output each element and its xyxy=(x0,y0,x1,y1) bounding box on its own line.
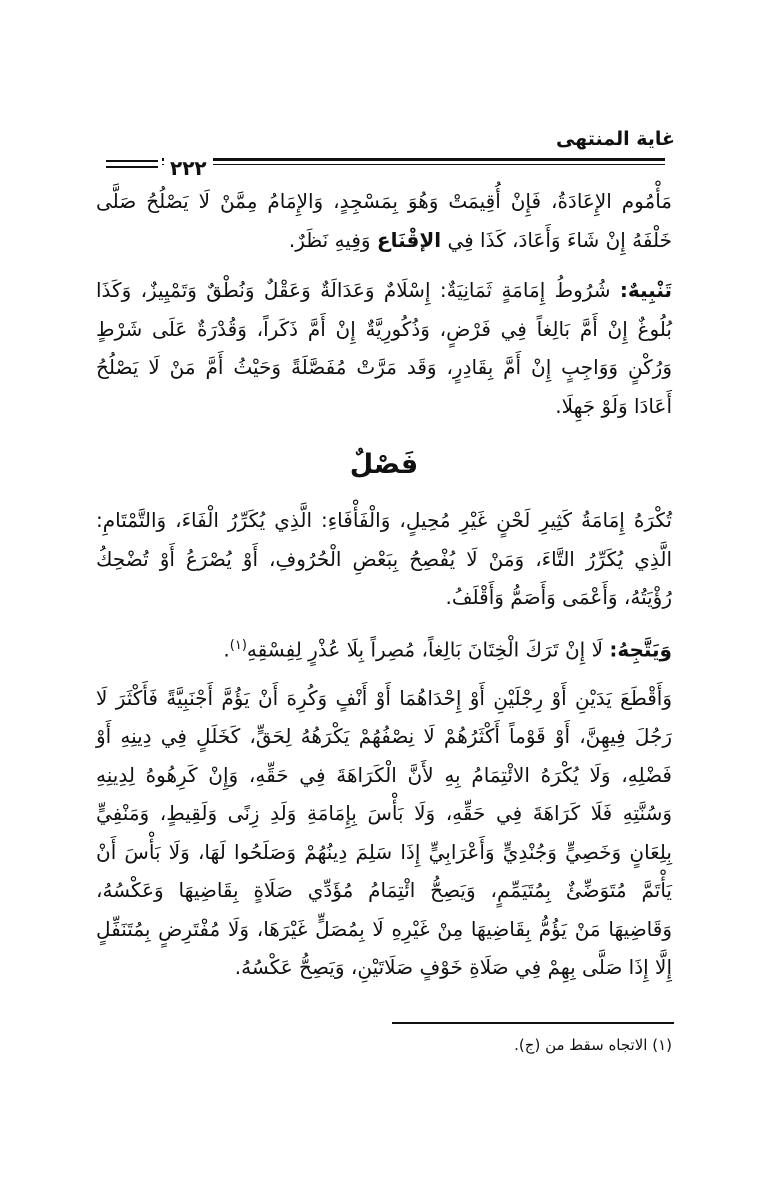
notice-text: شُرُوطُ إِمَامَةٍ ثَمَانِيَةٌ: إِسْلَامٌ وَعَدَالَةٌ وَعَقْلٌ وَنُطْقٌ وَتَمْيِيزٌ، وَكَذَا بُلُوغٌ إِنْ أَمَّ بَالِغاً فِي فَرْضٍ، وَذُكُورِيَّةٌ إِنْ أَمَّ ذَكَراً، وَقُدْرَةٌ عَلَى شَرْطٍ وَرُكْنٍ وَوَاجِبٍ إِنْ أَمَّ بِقَادِرٍ، وَقَد مَرَّتْ مُفَصَّلَةً وَحَيْثُ أَمَّ مَنْ لَا يَصْلُحُ أَعَادَا وَلَوْ جَهِلَا. xyxy=(96,278,672,418)
page-number-area xyxy=(102,153,302,183)
paragraph-5 xyxy=(96,679,672,987)
running-header-title: غاية المنتهى xyxy=(555,128,675,150)
paragraph-4 xyxy=(96,627,672,669)
paragraph-4-text: لَا إِنْ تَرَكَ الْخِتَانَ بَالِغاً، مُصِراً بِلَا عُذْرٍ لِفِسْقِهِ xyxy=(246,637,603,662)
paragraph-5-text: وَأَقْطَعَ يَدَيْنِ أَوْ رِجْلَيْنِ أَوْ إِحْدَاهُمَا أَوْ أَنْفٍ وَكُرِهَ أَنْ يَؤُمَّ أَجْنَبِيَّةً فَأَكْثَرَ لَا رَجُلَ فِيهِنَّ، أَوْ قَوْماً أَكْثَرُهُمْ لَا نِصْفُهُمْ يَكْرَهُهُ لِحَقٍّ، كَخَلَلٍ فِي دِينِهِ أَوْ فَضْلِهِ، وَلَا يُكْرَهُ الائْتِمَامُ بِهِ لأَنَّ الْكَرَاهَةَ فِي حَقِّهِ، وَإِنْ كَرِهُوهُ لِدِينِهِ وَسُنَّتِهِ فَلَا كَرَاهَةَ فِي حَقِّهِ، وَلَا بَأْسَ بِإِمَامَةِ وَلَدِ زِنًى وَلَقِيطٍ، وَمَنْفِيٍّ بِلِعَانٍ وَخَصِيٍّ وَجُنْدِيٍّ وَأَعْرَابِيٍّ إِذَا سَلِمَ دِينُهُمْ وَصَلَحُوا لَهَا، وَلَا بَأْسَ أَنْ يَأْتَمَّ مُتَوَضِّئٌ بِمُتَيَمِّمٍ، وَيَصِحُّ ائْتِمَامُ مُؤَدِّي صَلَاةٍ بِقَاضِيهَا وَعَكْسُهُ، وَقَاضِيهَا مَنْ يَؤُمُّ بِقَاضِيهَا مِنْ غَيْرِهِ لَا بِمُصَلٍّ غَيْرَهَا، وَلَا مُفْتَرِضٍ بِمُتَنَفِّلٍ إِلَّا إِذَا صَلَّى بِهِمْ فِي صَلَاةِ خَوْفٍ صَلَاتَيْنِ، وَيَصِحُّ عَكْسُهُ. xyxy=(96,685,672,980)
paragraph-4-label: وَيَتَّجِهُ: xyxy=(609,637,672,662)
paragraph-1 xyxy=(96,182,672,259)
paragraph-notice xyxy=(96,271,672,425)
page-number-ornament xyxy=(102,153,162,183)
paragraph-3 xyxy=(96,501,672,617)
paragraph-4-end: . xyxy=(223,637,230,662)
notice-label: تَنْبِيهٌ: xyxy=(619,278,673,302)
paragraph-1-text: مَأْمُوم الإِعَادَةُ، فَإِنْ أُقِيمَتْ وَهُوَ بِمَسْجِدٍ، وَالإِمَامُ مِمَّنْ لَا يَصْلُحُ صَلَّى خَلْفَهُ إِنْ شَاءَ وَأَعَادَ، كَذَا فِي xyxy=(96,189,672,252)
section-heading: فَصْلٌ xyxy=(349,449,419,480)
footnote: (١) الاتجاه سقط من (ج). xyxy=(514,1036,672,1054)
book-reference: الإقْنَاع xyxy=(376,227,442,252)
footnote-marker: (١) xyxy=(229,637,247,653)
paragraph-1-end: وَفِيهِ نَظَرٌ. xyxy=(288,227,371,252)
main-text xyxy=(96,182,672,987)
page-number: ٢٢٢ xyxy=(164,153,213,183)
footnote-separator xyxy=(392,1022,674,1024)
paragraph-3-text: تُكْرَهُ إِمَامَةُ كَثِيرِ لَحْنٍ غَيْرِ مُحِيلٍ، وَالْفَأْفَاءِ: الَّذِي يُكَرِّرُ الْفَاءَ، وَالتَّمْتَامِ: الَّذِي يُكَرِّرُ التَّاءَ، وَمَنْ لَا يُفْصِحُ بِبَعْضِ الْحُرُوفِ، أَوْ يُصْرَعُ أَوْ تُضْحِكُ رُؤْيَتُهُ، وَأَعْمَى وَأَصَمُّ وَأَقْلَفُ. xyxy=(96,508,672,609)
